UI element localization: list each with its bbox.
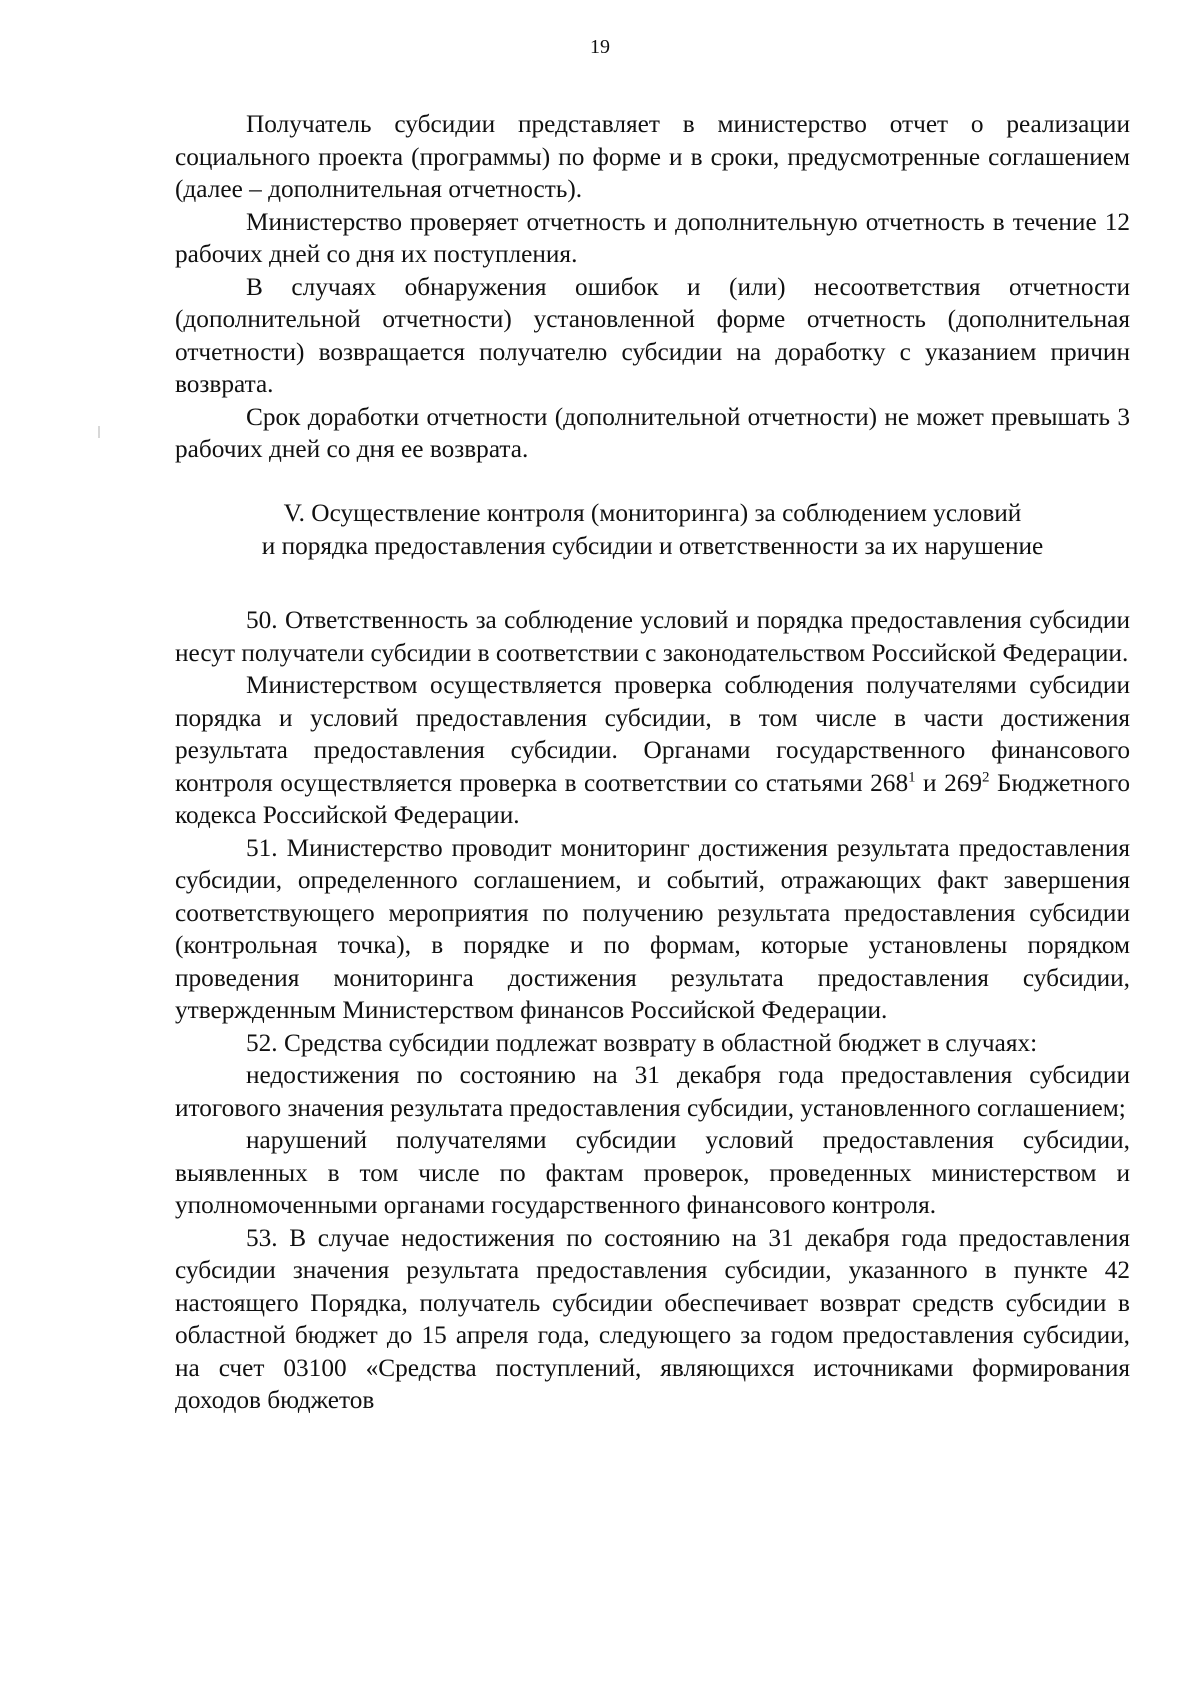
article-269-superscript: 2	[982, 769, 990, 786]
paragraph-52-item-2: нарушений получателями субсидии условий предоставления субсидии, выявленных в том числе по фактам проверок, проведенных министерством и уполномоченными органами государственного финансового контроля.	[175, 1126, 1130, 1219]
section-heading	[175, 497, 1130, 562]
paragraph-52-item-1: недостижения по состоянию на 31 декабря года предоставления субсидии итогового значения результата предоставления субсидии, установленного соглашением;	[175, 1061, 1130, 1122]
paragraph-revision-term: Срок доработки отчетности (дополнительной отчетности) не может превышать 3 рабочих дней со дня ее возврата.	[175, 402, 1130, 463]
paragraph-53: 53. В случае недостижения по состоянию на 31 декабря года предоставления субсидии значения результата предоставления субсидии, указанного в пункте 42 настоящего Порядка, получатель субсидии обеспечивает возврат средств субсидии в областной бюджет до 15 апреля года, следующего за годом предоставления субсидии, на счет 03100 «Средства поступлений, являющихся источниками формирования доходов бюджетов	[175, 1223, 1130, 1414]
section-heading-line1: V. Осуществление контроля (мониторинга) за соблюдением условий	[283, 499, 1022, 527]
top-section	[175, 108, 1130, 466]
paragraph-errors: В случаях обнаружения ошибок и (или) несоответствия отчетности (дополнительной отчетности) установленной форме отчетность (дополнительная отчетности) возвращается получателю субсидии на доработку с указанием причин возврата.	[175, 272, 1130, 398]
section-heading-line2: и порядка предоставления субсидии и ответственности за их нарушение	[261, 531, 1044, 560]
paragraph-reporting: Получатель субсидии представляет в министерство отчет о реализации социального проекта (программы) по форме и в сроки, предусмотренные соглашением (далее – дополнительная отчетность).	[175, 110, 1130, 203]
page-number: 19	[590, 36, 610, 58]
scan-artifact	[98, 426, 100, 438]
main-section	[175, 604, 1130, 1417]
article-269: 269	[944, 768, 983, 797]
paragraph-50: 50. Ответственность за соблюдение условий и порядка предоставления субсидии несут получатели субсидии в соответствии с законодательством Российской Федерации.	[175, 606, 1130, 667]
paragraph-52: 52. Средства субсидии подлежат возврату в областной бюджет в случаях:	[246, 1028, 1038, 1057]
paragraph-51: 51. Министерство проводит мониторинг достижения результата предоставления субсидии, определенного соглашением, и событий, отражающих факт завершения соответствующего мероприятия по получению результата предоставления субсидии (контрольная точка), в порядке и по формам, которые установлены порядком проведения мониторинга достижения результата предоставления субсидии, утвержденным Министерством финансов Российской Федерации.	[175, 833, 1130, 1024]
budget-code-reference: Бюджетного кодекса Российской Федерации.	[175, 768, 1130, 829]
paragraph-verification: Министерство проверяет отчетность и дополнительную отчетность в течение 12 рабочих дней со дня их поступления.	[175, 207, 1130, 268]
article-268-superscript: 1	[908, 769, 916, 786]
ministry-check-text: Министерством осуществляется проверка соблюдения получателями субсидии порядка и условий предоставления субсидии, в том числе в части достижения результата предоставления субсидии. Органами государственного финансового контроля осуществляется проверка в соответствии со статьями	[175, 671, 1130, 797]
article-conjunction: и	[915, 768, 945, 797]
paragraph-ministry-check	[175, 669, 1130, 832]
article-268: 268	[870, 768, 909, 797]
